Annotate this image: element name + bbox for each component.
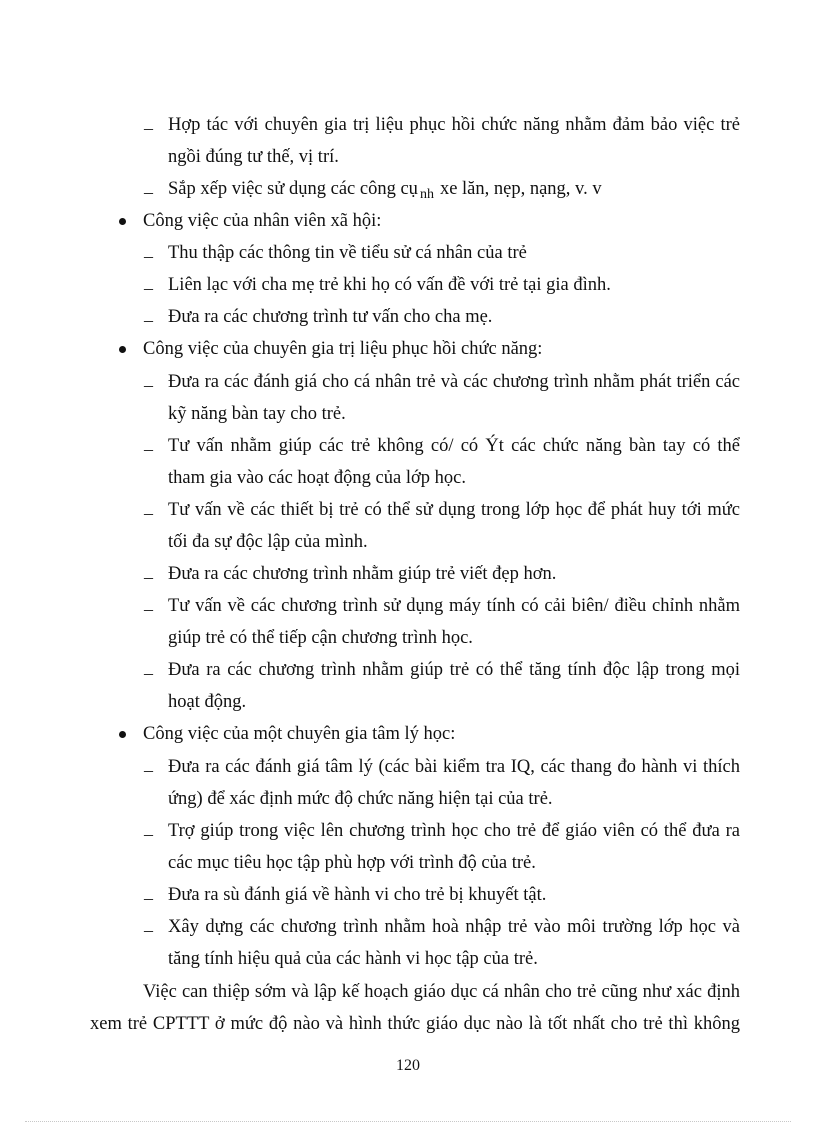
dash-marker: – xyxy=(144,246,153,266)
list-item-line: ngồi đúng tư thế, vị trí. xyxy=(168,147,339,167)
list-item-line: Liên lạc với cha mẹ trẻ khi họ có vấn đề với trẻ tại gia đình. xyxy=(168,275,611,295)
dash-marker: – xyxy=(144,888,153,908)
dash-marker: – xyxy=(144,824,153,844)
dash-marker: – xyxy=(144,310,153,330)
dash-marker: – xyxy=(144,760,153,780)
dash-marker: – xyxy=(144,182,153,202)
list-item-line: Đưa ra các đánh giá cho cá nhân trẻ và các chương trình nhằm phát triển các xyxy=(168,372,740,392)
bullet-icon xyxy=(119,731,126,738)
list-item-line: Đưa ra các chương trình tư vấn cho cha mẹ. xyxy=(168,307,493,327)
list-item-line: Xây dựng các chương trình nhằm hoà nhập trẻ vào môi trường lớp học và xyxy=(168,917,740,937)
section-heading: Công việc của nhân viên xã hội: xyxy=(143,211,382,231)
dash-marker: – xyxy=(144,663,153,683)
section-heading: Công việc của một chuyên gia tâm lý học: xyxy=(143,724,456,744)
dash-marker: – xyxy=(144,118,153,138)
list-item-line: Tư vấn nhằm giúp các trẻ không có/ có Ýt các chức năng bàn tay có thể xyxy=(168,436,740,456)
dash-marker: – xyxy=(144,599,153,619)
page-number: 120 xyxy=(396,1057,420,1074)
list-item-line: Hợp tác với chuyên gia trị liệu phục hồi chức năng nhằm đảm bảo việc trẻ xyxy=(168,115,740,135)
list-item-line: Đưa ra các đánh giá tâm lý (các bài kiểm tra IQ, các thang đo hành vi thích xyxy=(168,757,740,777)
list-item-line: Trợ giúp trong việc lên chương trình học cho trẻ để giáo viên có thể đưa ra xyxy=(168,821,740,841)
paragraph-line: xem trẻ CPTTT ở mức độ nào và hình thức giáo dục nào là tốt nhất cho trẻ thì không xyxy=(90,1014,740,1034)
dash-marker: – xyxy=(144,278,153,298)
list-item-line: Tư vấn về các chương trình sử dụng máy tính có cải biên/ điều chỉnh nhằm xyxy=(168,596,740,616)
list-item-line: Đưa ra các chương trình nhằm giúp trẻ có thể tăng tính độc lập trong mọi xyxy=(168,660,740,680)
page-bottom-border xyxy=(25,1121,791,1122)
list-item-line: tham gia vào các hoạt động của lớp học. xyxy=(168,468,466,488)
list-item-line: giúp trẻ có thể tiếp cận chương trình học. xyxy=(168,628,473,648)
bullet-icon xyxy=(119,218,126,225)
dash-marker: – xyxy=(144,439,153,459)
dash-marker: – xyxy=(144,920,153,940)
bullet-icon xyxy=(119,346,126,353)
list-item-line: kỹ năng bàn tay cho trẻ. xyxy=(168,404,346,424)
dash-marker: – xyxy=(144,503,153,523)
list-item-line: ứng) để xác định mức độ chức năng hiện tại của trẻ. xyxy=(168,789,553,809)
paragraph-line: Việc can thiệp sớm và lập kế hoạch giáo dục cá nhân cho trẻ cũng như xác định xyxy=(143,982,740,1002)
list-item-line: Thu thập các thông tin về tiểu sử cá nhân của trẻ xyxy=(168,243,527,263)
dash-marker: – xyxy=(144,567,153,587)
list-item-line: tăng tính hiệu quả của các hành vi học tập của trẻ. xyxy=(168,949,538,969)
list-item-line: tối đa sự độc lập của mình. xyxy=(168,532,368,552)
list-item-text: Sắp xếp việc sử dụng các công cụ xyxy=(168,179,418,199)
list-item-line xyxy=(168,177,602,203)
list-item-line: Đưa ra sù đánh giá về hành vi cho trẻ bị khuyết tật. xyxy=(168,885,547,905)
section-heading: Công việc của chuyên gia trị liệu phục hồi chức năng: xyxy=(143,339,543,359)
list-item-line: hoạt động. xyxy=(168,692,247,712)
list-item-line: Tư vấn về các thiết bị trẻ có thể sử dụng trong lớp học để phát huy tới mức xyxy=(168,500,740,520)
dash-marker: – xyxy=(144,375,153,395)
list-item-fragment: nh xyxy=(419,187,434,202)
list-item-line: các mục tiêu học tập phù hợp với trình độ của trẻ. xyxy=(168,853,536,873)
list-item-line: Đưa ra các chương trình nhằm giúp trẻ viết đẹp hơn. xyxy=(168,564,557,584)
list-item-text: xe lăn, nẹp, nạng, v. v xyxy=(439,179,602,199)
